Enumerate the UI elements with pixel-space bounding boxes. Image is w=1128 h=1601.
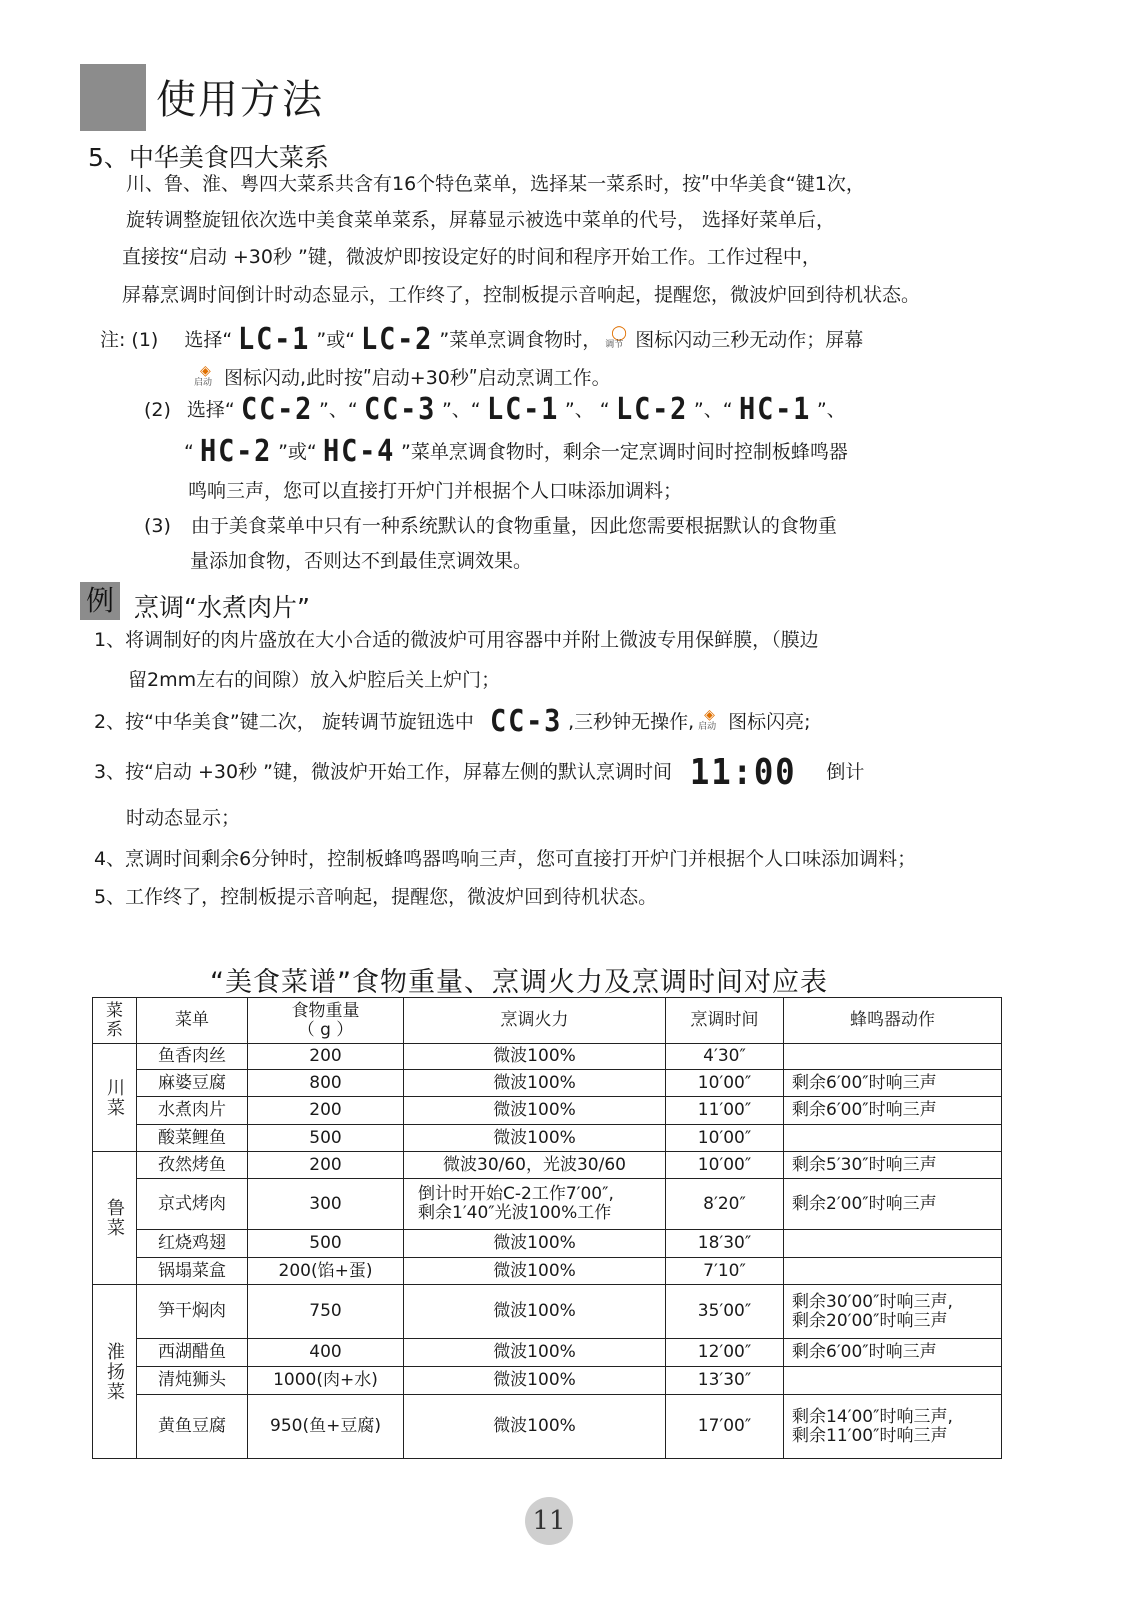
cell-buzzer [784, 1258, 1002, 1285]
note-2-num: (2) [144, 399, 171, 421]
display-code-hc4: HC-4 [322, 434, 396, 469]
start-icon: ◈ 启动 [194, 363, 213, 388]
cell-buzzer-line-1: 剩余14′00″时响三声, [792, 1406, 953, 1427]
cell-menu: 西湖醋鱼 [137, 1339, 248, 1367]
cell-menu: 锅塌菜盒 [137, 1258, 248, 1285]
cell-power: 微波30/60，光波30/60 [404, 1152, 666, 1179]
section-para-line-2: 旋转调整旋钮依次选中美食菜单菜系，屏幕显示被选中菜单的代号， 选择好菜单后， [126, 209, 836, 231]
cell-menu: 京式烤肉 [137, 1179, 248, 1230]
note-3-line-2: 量添加食物，否则达不到最佳烹调效果。 [190, 550, 533, 572]
note-2-text-h: ”或“ [278, 441, 317, 463]
cell-weight: 200 [248, 1044, 404, 1070]
table-row [93, 1097, 1002, 1125]
cell-menu: 笋干焖肉 [137, 1285, 248, 1339]
cell-weight: 1000(肉+水) [248, 1367, 404, 1395]
step-3-text-a: 3、按“启动 +30秒 ”键，微波炉开始工作，屏幕左侧的默认烹调时间 [94, 761, 672, 783]
note-1-text-d: 图标闪动三秒无动作；屏幕 [635, 329, 864, 351]
note-3-text-a: 由于美食菜单中只有一种系统默认的食物重量，因此您需要根据默认的食物重 [190, 515, 837, 537]
cell-power: 微波100% [404, 1367, 666, 1395]
cell-power-line-1: 倒计时开始C-2工作7′00″, [418, 1184, 614, 1204]
example-step-5: 5、工作终了，控制板提示音响起，提醒您，微波炉回到待机状态。 [94, 886, 658, 908]
header-group-text: 菜系 [106, 1000, 123, 1040]
note-2-text-g: “ [184, 441, 194, 463]
cell-buzzer [784, 1230, 1002, 1258]
table-row [93, 1152, 1002, 1179]
cell-buzzer [784, 1367, 1002, 1395]
display-code-hc2: HC-2 [199, 434, 273, 469]
cell-buzzer [784, 1395, 1002, 1459]
cell-time: 4′30″ [666, 1044, 784, 1070]
cell-buzzer [784, 1285, 1002, 1339]
cell-buzzer: 剩余6′00″时响三声 [784, 1339, 1002, 1367]
header-weight-line-1: 食物重量 [291, 1000, 360, 1021]
page-number: 11 [525, 1497, 573, 1545]
start-icon-example-caption: 启动 [698, 722, 717, 732]
start-icon-example: ◈ 启动 [698, 707, 717, 732]
cell-buzzer: 剩余6′00″时响三声 [784, 1097, 1002, 1125]
cell-weight: 200(馅+蛋) [248, 1258, 404, 1285]
cell-buzzer-line-2: 剩余11′00″时响三声 [792, 1425, 948, 1446]
example-step-4: 4、烹调时间剩余6分钟时，控制板蜂鸣器鸣响三声，您可直接打开炉门并根据个人口味添加调料； [94, 848, 917, 870]
cell-time: 11′00″ [666, 1097, 784, 1125]
cell-weight: 300 [248, 1179, 404, 1230]
cell-power: 微波100% [404, 1125, 666, 1152]
display-code-cc3: CC-3 [363, 392, 436, 427]
group-shandong: 鲁菜 [93, 1152, 137, 1285]
note-1 [100, 322, 864, 357]
table-row [93, 1125, 1002, 1152]
display-code-lc2-b: LC-2 [615, 392, 688, 427]
cell-power: 微波100% [404, 1339, 666, 1367]
note-3-num: (3) [144, 515, 171, 537]
cell-weight: 200 [248, 1097, 404, 1125]
cell-power: 微波100% [404, 1258, 666, 1285]
note-1-text-e: 图标闪动,此时按ʺ启动+30秒ʺ启动烹调工作。 [224, 367, 611, 389]
note-2-text-a: 选择“ [186, 399, 235, 421]
note-2-text-i: ”菜单烹调食物时，剩余一定烹调时间时控制板蜂鸣器 [401, 441, 848, 463]
table-row [93, 1339, 1002, 1367]
note-2-line-2 [184, 434, 848, 469]
example-step-3c: 时动态显示； [126, 807, 241, 829]
cell-time: 13′30″ [666, 1367, 784, 1395]
cell-time: 8′20″ [666, 1179, 784, 1230]
display-code-cc3-example: CC-3 [489, 704, 563, 739]
note-2-text-b: ”、“ [319, 399, 358, 421]
cell-weight: 500 [248, 1125, 404, 1152]
table-header-row [93, 998, 1002, 1044]
cell-buzzer-line-2: 剩余20′00″时响三声 [792, 1310, 948, 1331]
step-3-text-b: 倒计 [826, 761, 865, 783]
display-time-11-00: 11:00 [689, 752, 797, 793]
display-code-lc1: LC-1 [238, 322, 311, 357]
cell-menu: 孜然烤鱼 [137, 1152, 248, 1179]
cell-menu: 鱼香肉丝 [137, 1044, 248, 1070]
header-power: 烹调火力 [404, 998, 666, 1044]
cell-power: 微波100% [404, 1044, 666, 1070]
step-2-text-a: 2、按“中华美食”键二次， 旋转调节旋钮选中 [94, 711, 474, 733]
cell-time: 17′00″ [666, 1395, 784, 1459]
cell-power: 微波100% [404, 1070, 666, 1097]
header-menu: 菜单 [137, 998, 248, 1044]
step-2-text-c: 图标闪亮; [728, 711, 811, 733]
page-title: 使用方法 [156, 77, 324, 123]
display-code-lc2: LC-2 [361, 322, 434, 357]
note-1-text-b: ”或“ [316, 329, 356, 351]
cell-buzzer: 剩余6′00″时响三声 [784, 1070, 1002, 1097]
note-label: 注: [100, 329, 126, 351]
cell-menu: 麻婆豆腐 [137, 1070, 248, 1097]
display-code-lc1-b: LC-1 [486, 392, 559, 427]
table-row [93, 1070, 1002, 1097]
cell-weight: 500 [248, 1230, 404, 1258]
cell-power: 微波100% [404, 1395, 666, 1459]
header-gray-block [80, 64, 146, 131]
header-buzzer: 蜂鸣器动作 [784, 998, 1002, 1044]
cell-power: 微波100% [404, 1097, 666, 1125]
section-para-line-1: 川、鲁、淮、粤四大菜系共含有16个特色菜单，选择某一菜系时，按ʺ中华美食“键1次， [126, 173, 865, 195]
cell-weight: 400 [248, 1339, 404, 1367]
header-group [93, 998, 137, 1044]
example-title: 烹调“水煮肉片” [134, 593, 310, 622]
cell-time: 10′00″ [666, 1070, 784, 1097]
cell-weight: 750 [248, 1285, 404, 1339]
table-row [93, 1230, 1002, 1258]
table-row [93, 1285, 1002, 1339]
note-2-text-e: ”、“ [693, 399, 733, 421]
note-3-line-1 [144, 514, 837, 538]
note-2-text-d: ”、 “ [564, 399, 610, 421]
table-row [93, 1367, 1002, 1395]
cell-time: 10′00″ [666, 1152, 784, 1179]
display-code-cc2: CC-2 [240, 392, 314, 427]
adjust-knob-icon: ◯ 调节 [605, 325, 627, 350]
cell-weight: 800 [248, 1070, 404, 1097]
note-2-line-1 [144, 392, 846, 427]
example-step-3 [94, 752, 865, 793]
cell-menu: 水煮肉片 [137, 1097, 248, 1125]
cell-menu: 黄鱼豆腐 [137, 1395, 248, 1459]
note-2-text-c: ”、“ [441, 399, 481, 421]
note-1-text-a: 选择“ [184, 329, 233, 351]
cell-power-line-2: 剩余1′40″光波100%工作 [418, 1203, 612, 1223]
section-para-line-4: 屏幕烹调时间倒计时动态显示，工作终了，控制板提示音响起，提醒您，微波炉回到待机状态。 [122, 284, 921, 306]
cell-time: 10′00″ [666, 1125, 784, 1152]
group-huaiyang: 淮扬菜 [93, 1285, 137, 1459]
note-2-line-3: 鸣响三声，您可以直接打开炉门并根据个人口味添加调料； [188, 480, 683, 502]
cell-buzzer: 剩余2′00″时响三声 [784, 1179, 1002, 1230]
start-icon-caption: 启动 [194, 378, 213, 388]
display-code-hc1: HC-1 [738, 392, 811, 427]
header-time: 烹调时间 [666, 998, 784, 1044]
step-2-text-b: ,三秒钟无操作, [568, 711, 695, 733]
cell-weight: 200 [248, 1152, 404, 1179]
cell-time: 35′00″ [666, 1285, 784, 1339]
cell-time: 12′00″ [666, 1339, 784, 1367]
cell-buzzer: 剩余5′30″时响三声 [784, 1152, 1002, 1179]
cell-power [404, 1179, 666, 1230]
note-1-text-c: ”菜单烹调食物时， [439, 329, 602, 351]
example-step-2 [94, 704, 811, 739]
section-heading: 5、中华美食四大菜系 [88, 143, 329, 172]
cell-menu: 红烧鸡翅 [137, 1230, 248, 1258]
example-badge: 例 [80, 582, 120, 620]
note-2-text-f: ”、 [816, 399, 846, 421]
header-weight [248, 998, 404, 1044]
example-step-1a: 1、将调制好的肉片盛放在大小合适的微波炉可用容器中并附上微波专用保鲜膜，（膜边 [94, 629, 819, 651]
table-row [93, 1044, 1002, 1070]
group-sichuan: 川菜 [93, 1044, 137, 1152]
cell-time: 7′10″ [666, 1258, 784, 1285]
cell-buzzer [784, 1125, 1002, 1152]
table-row [93, 1179, 1002, 1230]
table-row [93, 1258, 1002, 1285]
cell-power: 微波100% [404, 1285, 666, 1339]
recipe-table [92, 997, 1002, 1459]
table-title: “美食菜谱”食物重量、烹调火力及烹调时间对应表 [210, 967, 828, 998]
cell-power: 微波100% [404, 1230, 666, 1258]
cell-buzzer-line-1: 剩余30′00″时响三声, [792, 1291, 953, 1312]
header-weight-line-2: （ g ） [297, 1019, 354, 1040]
adjust-icon-caption: 调节 [605, 340, 624, 350]
cell-menu: 清炖狮头 [137, 1367, 248, 1395]
example-step-1b: 留2mm左右的间隙）放入炉腔后关上炉门； [128, 669, 501, 691]
note-1-num: (1) [131, 329, 159, 351]
cell-time: 18′30″ [666, 1230, 784, 1258]
table-row [93, 1395, 1002, 1459]
cell-menu: 酸菜鲤鱼 [137, 1125, 248, 1152]
note-1-line-2 [190, 363, 611, 390]
cell-buzzer [784, 1044, 1002, 1070]
cell-weight: 950(鱼+豆腐) [248, 1395, 404, 1459]
section-para-line-3: 直接按“启动 +30秒 ”键，微波炉即按设定好的时间和程序开始工作。工作过程中， [122, 246, 821, 268]
